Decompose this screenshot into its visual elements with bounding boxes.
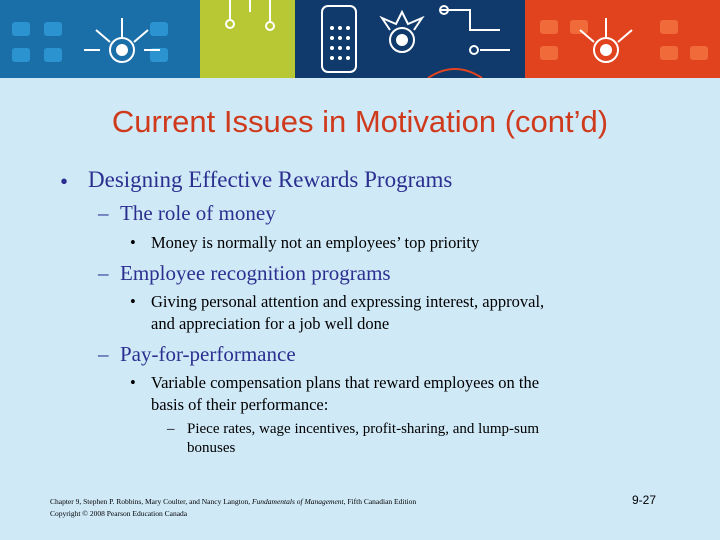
bullet-level1: • (60, 169, 69, 194)
subheading-role-of-money: The role of money (120, 201, 276, 225)
subpoint-piece-rates-line2: bonuses (187, 440, 236, 456)
dash-level4: – (167, 421, 175, 437)
subpoint-piece-rates-line1: Piece rates, wage incentives, profit-sharing, and lump-sum (187, 421, 539, 437)
subheading-pay-for-performance: Pay-for-performance (120, 342, 296, 366)
footer-copyright: Copyright © 2008 Pearson Education Canada (50, 509, 188, 518)
footer-citation (50, 496, 416, 508)
point-money-priority: Money is normally not an employees’ top priority (151, 233, 480, 252)
dash-level2: – (98, 342, 109, 366)
slide-title: Current Issues in Motivation (cont’d) (111, 104, 609, 139)
point-variable-compensation-line1: Variable compensation plans that reward employees on the (151, 373, 540, 392)
footer-citation-prefix: Chapter 9, Stephen P. Robbins, Mary Coulter, and Nancy Langton, (50, 497, 252, 506)
footer-book-title: Fundamentals of Management (251, 497, 344, 506)
bullet-level3: • (130, 373, 136, 392)
point-personal-attention-line2: and appreciation for a job well done (151, 314, 390, 333)
page-number: 9-27 (632, 493, 657, 507)
bullet-level3: • (130, 233, 136, 252)
slide-footer (50, 496, 416, 520)
subheading-recognition-programs: Employee recognition programs (120, 261, 391, 285)
point-variable-compensation-line2: basis of their performance: (151, 395, 329, 414)
dash-level2: – (98, 261, 109, 285)
point-personal-attention-line1: Giving personal attention and expressing interest, approval, (151, 292, 545, 311)
bullet-level3: • (130, 292, 136, 311)
level1-text: Designing Effective Rewards Programs (88, 167, 453, 192)
footer-citation-suffix: , Fifth Canadian Edition (343, 497, 417, 506)
dash-level2: – (98, 201, 109, 225)
